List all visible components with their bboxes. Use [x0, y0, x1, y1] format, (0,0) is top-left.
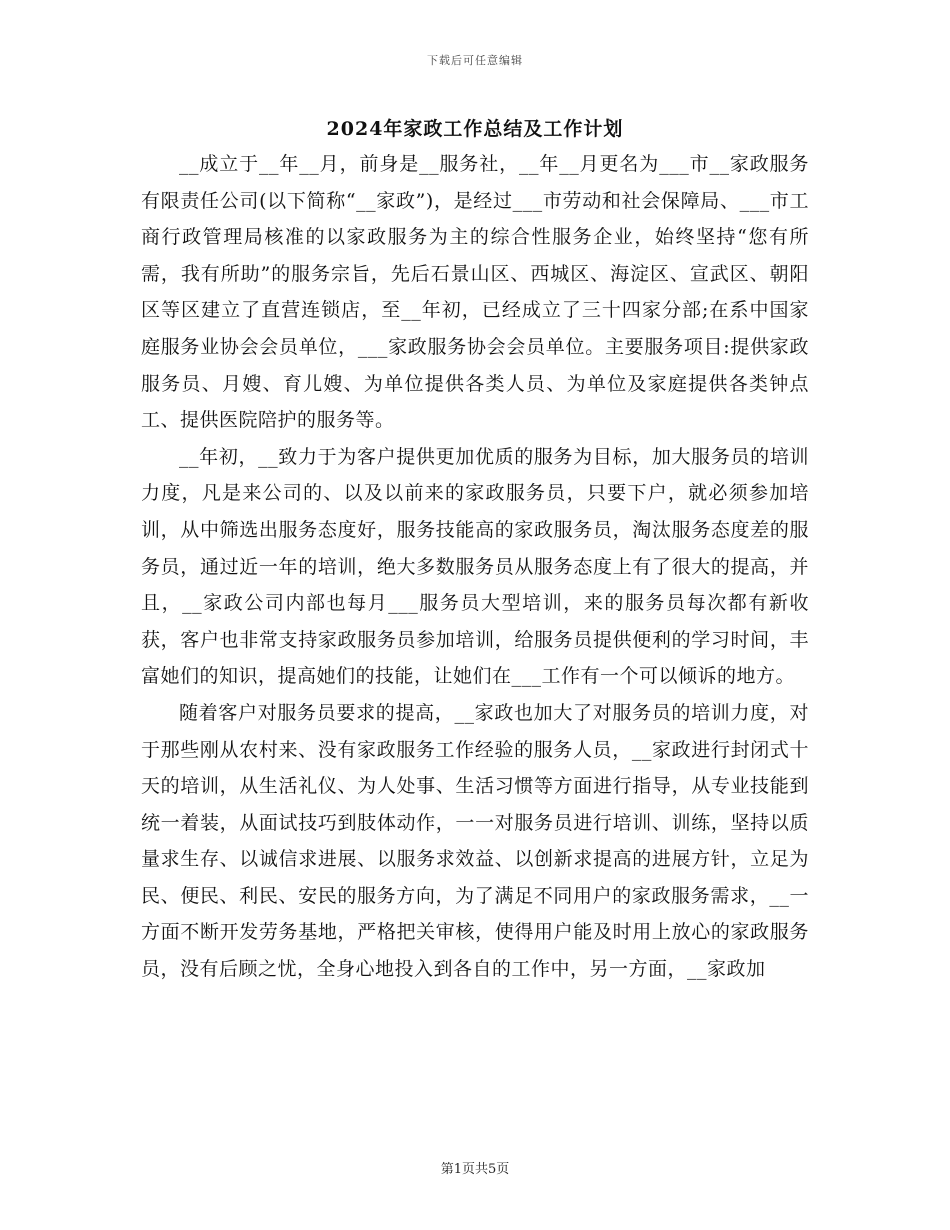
- page-header: 下载后可任意编辑: [427, 54, 523, 67]
- paragraph-2: __年初，__致力于为客户提供更加优质的服务为目标，加大服务员的培训力度，凡是来公司的、以及以前来的家政服务员，只要下户，就必须参加培训，从中筛选出服务态度好，服务技能高的家政服务员，淘汰服务态度差的服务员，通过近一年的培训，绝大多数服务员从服务态度上有了很大的提高，并且，__家政公司内部也每月___服务员大型培训，来的服务员每次都有新收获，客户也非常支持家政服务员参加培训，给服务员提供便利的学习时间，丰富她们的知识，提高她们的技能，让她们在___工作有一个可以倾诉的地方。: [141, 445, 809, 688]
- paragraph-3: 随着客户对服务员要求的提高，__家政也加大了对服务员的培训力度，对于那些刚从农村来、没有家政服务工作经验的服务人员，__家政进行封闭式十天的培训，从生活礼仪、为人处事、生活习惯等方面进行指导，从专业技能到统一着装，从面试技巧到肢体动作，一一对服务员进行培训、训练，坚持以质量求生存、以诚信求进展、以服务求效益、以创新求提高的进展方针，立足为民、便民、利民、安民的服务方向，为了满足不同用户的家政服务需求，__一方面不断开发劳务基地，严格把关审核，使得用户能及时用上放心的家政服务员，没有后顾之忧，全身心地投入到各自的工作中，另一方面，__家政加: [141, 701, 809, 981]
- document-body: [141, 146, 809, 988]
- document-title: 2024年家政工作总结及工作计划: [326, 118, 624, 140]
- page-number: 第1页共5页: [440, 1162, 510, 1177]
- paragraph-1: __成立于__年__月，前身是__服务社，__年__月更名为___市__家政服务有限责任公司(以下简称“__家政”)，是经过___市劳动和社会保障局、___市工商行政管理局核准的以家政服务为主的综合性服务企业，始终坚持“您有所需，我有所助”的服务宗旨，先后石景山区、西城区、海淀区、宣武区、朝阳区等区建立了直营连锁店，至__年初，已经成立了三十四家分部;在系中国家庭服务业协会会员单位，___家政服务协会会员单位。主要服务项目:提供家政服务员、月嫂、育儿嫂、为单位提供各类人员、为单位及家庭提供各类钟点工、提供医院陪护的服务等。: [141, 153, 809, 432]
